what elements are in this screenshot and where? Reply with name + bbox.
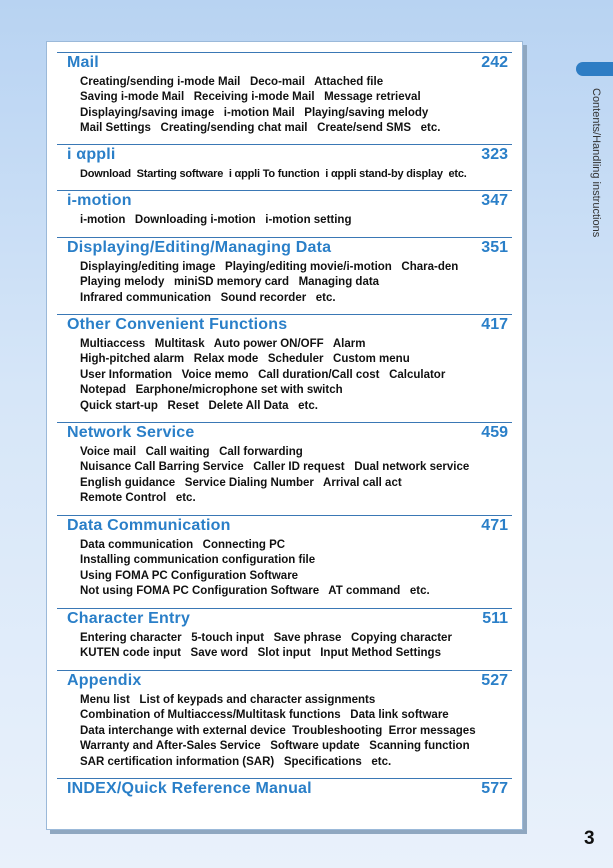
section-title[interactable]: Appendix [67,672,142,689]
topic-line: Entering character 5-touch input Save phrase Copying character [80,632,452,644]
section-title[interactable]: Mail [67,54,99,71]
topic-line: i-motion Downloading i-motion i-motion setting [80,214,352,226]
section-title[interactable]: INDEX/Quick Reference Manual [67,780,312,797]
section-divider [57,52,512,53]
topic-line: Infrared communication Sound recorder etc. [80,291,336,304]
topic-line: Playing melody miniSD memory card Managing data [80,276,380,289]
section-page-number: 323 [481,146,508,163]
topic-list [80,260,458,306]
topic-list [80,631,452,662]
section-divider [57,314,512,315]
topic-line: High-pitched alarm Relax mode Scheduler Custom menu [80,353,410,366]
section-page-number: 511 [482,610,508,627]
section-divider [57,144,512,145]
section-title[interactable]: Data Communication [67,517,231,534]
topic-line: English guidance Service Dialing Number Arrival call act [80,476,402,489]
section-divider [57,515,512,516]
page-number: 3 [584,828,595,849]
topic-list [80,538,430,600]
section-title[interactable]: i αppli [67,146,116,163]
section-divider [57,608,512,609]
topic-line: Displaying/editing image Playing/editing movie/i-motion Chara-den [80,261,459,273]
topic-line: Download Starting software i αppli To function i αppli stand-by display etc. [80,168,467,180]
section-page-number: 527 [481,672,508,689]
section-divider [57,237,512,238]
topic-line: Multiaccess Multitask Auto power ON/OFF Alarm [80,338,366,350]
topic-list [80,445,469,507]
topic-list [80,693,476,770]
section-title[interactable]: Character Entry [67,610,191,627]
section-title[interactable]: Network Service [67,424,195,441]
topic-line: SAR certification information (SAR) Specifications etc. [80,755,392,768]
topic-line: Voice mail Call waiting Call forwarding [80,446,303,458]
topic-line: Notepad Earphone/microphone set with switch [80,384,343,397]
section-page-number: 459 [481,424,508,441]
topic-line: Quick start-up Reset Delete All Data etc. [80,399,318,412]
topic-line: Remote Control etc. [80,492,196,505]
topic-line: KUTEN code input Save word Slot input Input Method Settings [80,647,441,660]
topic-line: Nuisance Call Barring Service Caller ID request Dual network service [80,461,470,474]
chapter-tab-marker [576,62,613,76]
topic-line: Data communication Connecting PC [80,539,286,551]
topic-line: Mail Settings Creating/sending chat mail Create/send SMS etc. [80,122,441,135]
topic-line: User Information Voice memo Call duration/Call cost Calculator [80,368,446,381]
contents-panel [46,41,523,830]
topic-line: Using FOMA PC Configuration Software [80,569,299,582]
section-divider [57,778,512,779]
section-divider [57,670,512,671]
section-title[interactable]: Other Convenient Functions [67,316,288,333]
section-page-number: 351 [481,239,508,256]
topic-line: Warranty and After-Sales Service Software update Scanning function [80,740,470,753]
topic-line: Saving i-mode Mail Receiving i-mode Mail Message retrieval [80,91,421,104]
topic-line: Displaying/saving image i-motion Mail Playing/saving melody [80,106,429,119]
section-page-number: 577 [481,780,508,797]
section-page-number: 471 [481,517,508,534]
topic-list [80,167,467,182]
topic-line: Not using FOMA PC Configuration Software AT command etc. [80,585,430,598]
topic-line: Creating/sending i-mode Mail Deco-mail Attached file [80,76,384,88]
section-page-number: 242 [481,54,508,71]
section-divider [57,190,512,191]
section-divider [57,422,512,423]
chapter-side-label: Contents/Handling instructions [590,88,602,238]
topic-line: Menu list List of keypads and character assignments [80,694,376,706]
section-page-number: 417 [481,316,508,333]
topic-list [80,337,445,414]
section-title[interactable]: i-motion [67,192,132,209]
topic-line: Combination of Multiaccess/Multitask functions Data link software [80,709,449,722]
topic-list [80,75,440,137]
topic-list [80,213,352,228]
topic-line: Data interchange with external device Troubleshooting Error messages [80,724,476,737]
section-page-number: 347 [481,192,508,209]
section-title[interactable]: Displaying/Editing/Managing Data [67,239,332,256]
topic-line: Installing communication configuration file [80,554,316,567]
